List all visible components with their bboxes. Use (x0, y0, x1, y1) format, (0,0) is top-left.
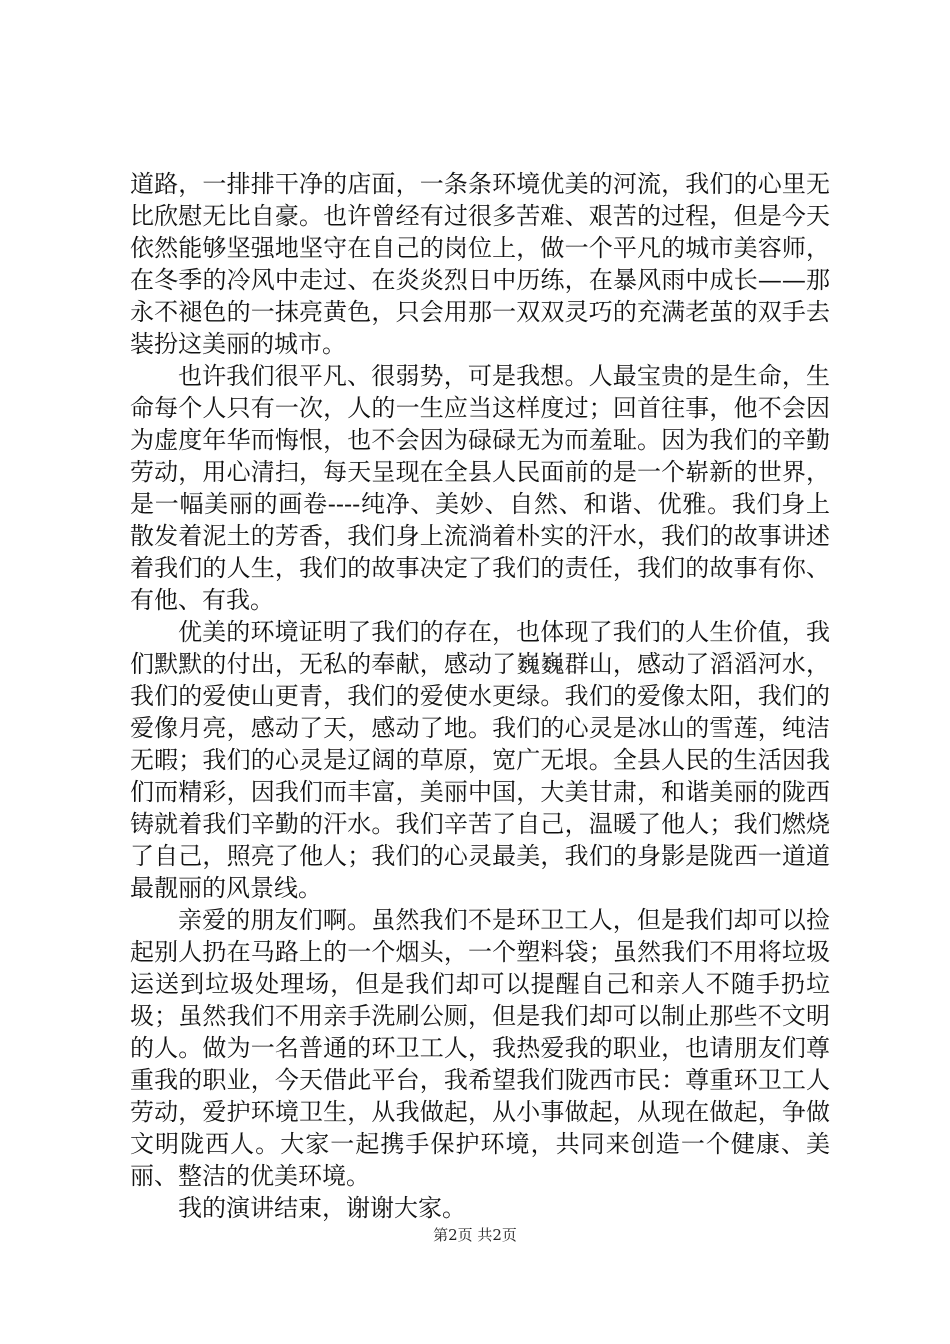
page-number-footer: 第2页 共2页 (433, 1226, 517, 1244)
paragraph-continued: 道路，一排排干净的店面，一条条环境优美的河流，我们的心里无比欣慰无比自豪。也许曾经有过很多苦难、艰苦的过程，但是今天依然能够坚强地坚守在自己的岗位上，做一个平凡的城市美容师，在冬季的冷风中走过、在炎炎烈日中历练，在暴风雨中成长——那永不褪色的一抹亮黄色，只会用那一双双灵巧的充满老茧的双手去装扮这美丽的城市。 (130, 170, 830, 358)
paragraph: 优美的环境证明了我们的存在，也体现了我们的人生价值，我们默默的付出，无私的奉献，感动了巍巍群山，感动了滔滔河水，我们的爱使山更青，我们的爱使水更绿。我们的爱像太阳，我们的爱像月亮，感动了天，感动了地。我们的心灵是冰山的雪莲，纯洁无暇；我们的心灵是辽阔的草原，宽广无垠。全县人民的生活因我们而精彩，因我们而丰富，美丽中国，大美甘肃，和谐美丽的陇西铸就着我们辛勤的汗水。我们辛苦了自己，温暖了他人；我们燃烧了自己，照亮了他人；我们的心灵最美，我们的身影是陇西一道道最靓丽的风景线。 (130, 618, 830, 902)
paragraph: 亲爱的朋友们啊。虽然我们不是环卫工人，但是我们却可以捡起别人扔在马路上的一个烟头，一个塑料袋；虽然我们不用将垃圾运送到垃圾处理场，但是我们却可以提醒自己和亲人不随手扔垃圾；虽然我们不用亲手洗刷公厕，但是我们却可以制止那些不文明的人。做为一名普通的环卫工人，我热爱我的职业，也请朋友们尊重我的职业，今天借此平台，我希望我们陇西市民：尊重环卫工人劳动，爱护环境卫生，从我做起，从小事做起，从现在做起，争做文明陇西人。大家一起携手保护环境，共同来创造一个健康、美丽、整洁的优美环境。 (130, 906, 830, 1190)
paragraph: 也许我们很平凡、很弱势，可是我想。人最宝贵的是生命，生命每个人只有一次，人的一生应当这样度过；回首往事，他不会因为虚度年华而悔恨，也不会因为碌碌无为而羞耻。因为我们的辛勤劳动，用心清扫，每天呈现在全县人民面前的是一个崭新的世界，是一幅美丽的画卷----纯净、美妙、自然、和谐、优雅。我们身上散发着泥土的芳香，我们身上流淌着朴实的汗水，我们的故事讲述着我们的人生，我们的故事决定了我们的责任，我们的故事有你、有他、有我。 (130, 362, 830, 614)
document-body (130, 168, 830, 1224)
closing-paragraph: 我的演讲结束，谢谢大家。 (178, 1194, 466, 1222)
